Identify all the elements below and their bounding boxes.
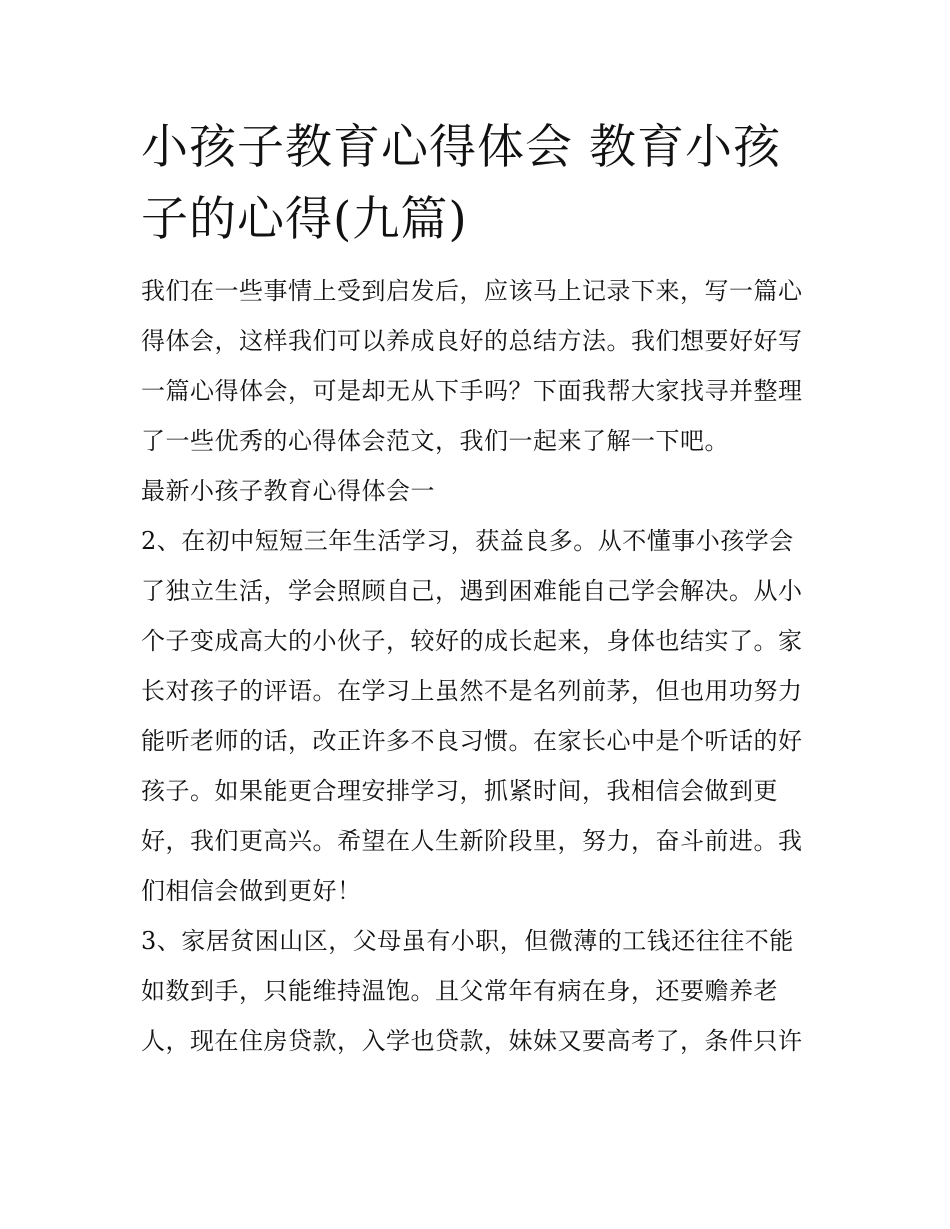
document-title: 小孩子教育心得体会 教育小孩子的心得(九篇) bbox=[141, 120, 781, 247]
intro-paragraph: 我们在一些事情上受到启发后，应该马上记录下来，写一篇心得体会，这样我们可以养成良好的总结方法。我们想要好好写一篇心得体会，可是却无从下手吗？下面我帮大家找寻并整理了一些优秀的心得体会范文，我们一起来了解一下吧。 bbox=[141, 277, 803, 455]
body-paragraph-2: 3、家居贫困山区，父母虽有小职，但微薄的工钱还往往不能如数到手，只能维持温饱。且父常年有病在身，还要赡养老人，现在住房贷款，入学也贷款，妹妹又要高考了，条件只许 bbox=[141, 927, 803, 1055]
section-heading: 最新小孩子教育心得体会一 bbox=[141, 477, 435, 505]
document-body bbox=[141, 112, 813, 1066]
body-paragraph-1: 2、在初中短短三年生活学习，获益良多。从不懂事小孩学会了独立生活，学会照顾自己，遇到困难能自己学会解决。从小个子变成高大的小伙子，较好的成长起来，身体也结实了。家长对孩子的评语。在学习上虽然不是名列前茅，但也用功努力能听老师的话，改正许多不良习惯。在家长心中是个听话的好孩子。如果能更合理安排学习，抓紧时间，我相信会做到更好，我们更高兴。希望在人生新阶段里，努力，奋斗前进。我们相信会做到更好！ bbox=[141, 527, 803, 905]
